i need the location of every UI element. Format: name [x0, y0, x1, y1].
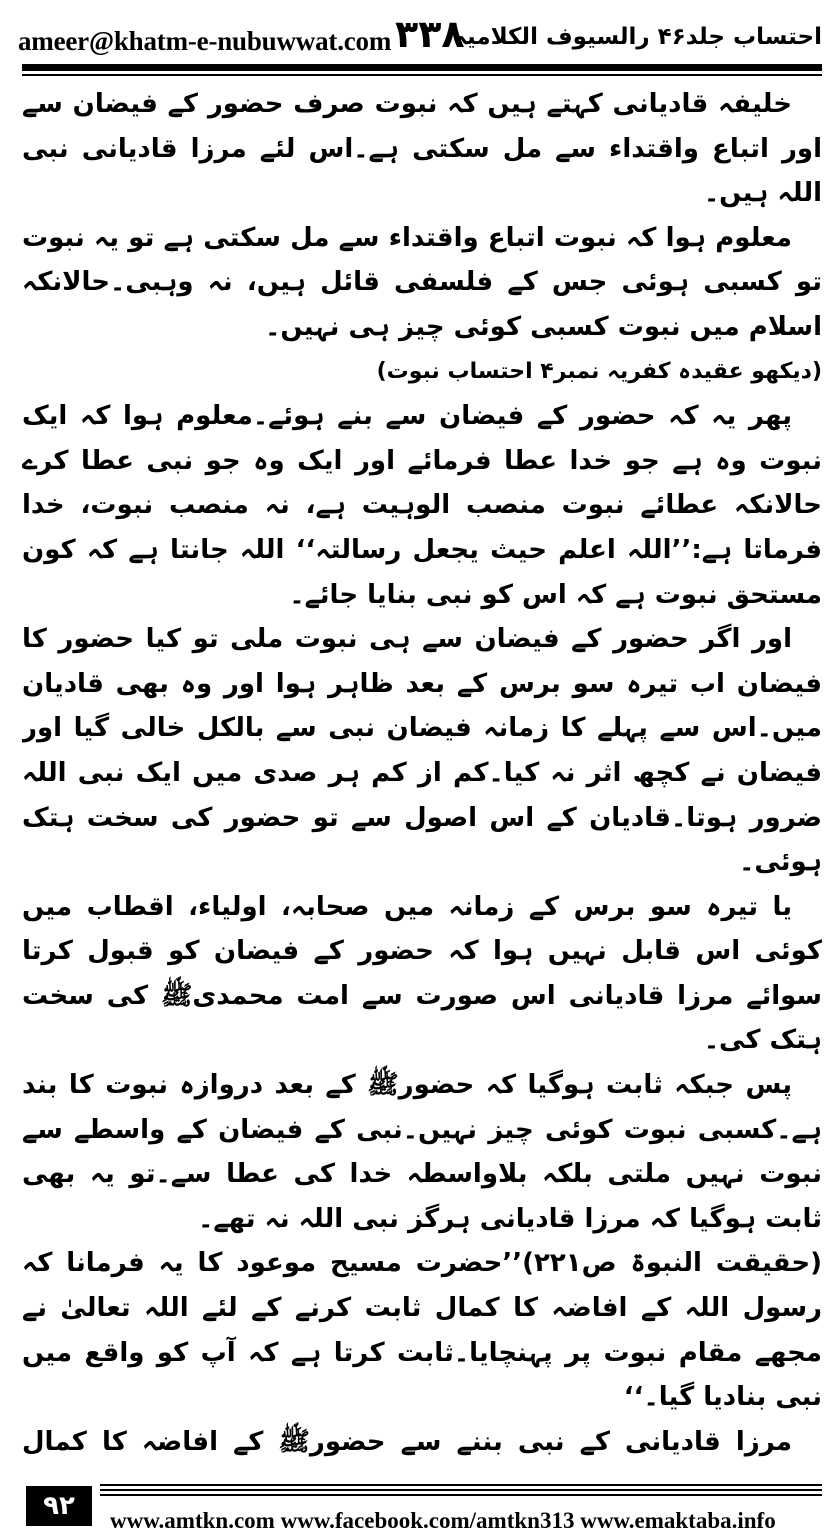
- reference-note: (دیکھو عقیدہ کفریہ نمبر۴ احتساب نبوت): [376, 358, 822, 384]
- paragraph: خلیفہ قادیانی کہتے ہیں کہ نبوت صرف حضور کے فیضان سے اور اتباع واقتداء سے مل سکتی ہے۔اس لئے مرزا قادیانی نبی اللہ ہیں۔: [22, 89, 822, 209]
- footer-page-badge: ۹۲: [26, 1486, 92, 1526]
- paragraph: یا تیرہ سو برس کے زمانہ میں صحابہ، اولیاء، اقطاب میں کوئی اس قابل نہیں ہوا کہ حضور کے فیضان کو قبول کرتا سوائے مرزا قادیانی اس صورت سے امت محمدیﷺ کی سخت ہتک کی۔: [22, 891, 822, 1056]
- page-number: ۳۳۸: [395, 12, 465, 56]
- paragraph: مرزا قادیانی کے نبی بننے سے حضورﷺ کے افاضہ کا کمال: [22, 1426, 792, 1457]
- paragraph: پس جبکہ ثابت ہوگیا کہ حضورﷺ کے بعد دروازہ نبوت کا بند ہے۔کسبی نبوت کوئی چیز نہیں۔نبی کے فیضان کے واسطے سے نبوت نہیں ملتی بلکہ بلاواسطہ خدا کی عطا سے۔تو یہ بھی ثابت ہوگیا کہ مرزا قادیانی ہرگز نبی اللہ نہ تھے۔: [22, 1070, 822, 1234]
- paragraph: اور اگر حضور کے فیضان سے ہی نبوت ملی تو کیا حضور کا فیضان اب تیرہ سو برس کے بعد ظاہر ہوا اور وہ بھی قادیان میں۔اس سے پہلے کا زمانہ فیضان نبی سے بالکل خالی گیا اور فیضان نے کچھ اثر نہ کیا۔کم از کم ہر صدی میں ایک نبی اللہ ضرور ہوتا۔قادیان کے اس اصول سے تو حضور کی سخت ہتک ہوئی۔: [22, 624, 822, 878]
- footer-rule: [100, 1489, 822, 1491]
- footer-website-links: www.amtkn.com www.facebook.com/amtkn313 www.emaktaba.info: [110, 1508, 776, 1533]
- paragraph: معلوم ہوا کہ نبوت اتباع واقتداء سے مل سکتی ہے تو یہ نبوت تو کسبی ہوئی جس کے فلسفی قائل ہیں، نہ وہبی۔حالانکہ اسلام میں نبوت کسبی کوئی چیز ہی نہیں۔: [22, 222, 822, 342]
- footer-rule: [100, 1484, 822, 1486]
- paragraph: پھر یہ کہ حضور کے فیضان سے بنے ہوئے۔معلوم ہوا کہ ایک نبوت وہ ہے جو خدا عطا فرمائے اور ایک وہ جو نبی عطا کرے حالانکہ عطائے نبوت منصب الوہیت ہے، نہ منصب نبوت، خدا فرماتا ہے:’’اللہ اعلم حیث یجعل رسالتہ‘‘ اللہ جانتا ہے کہ کون مستحق نبوت ہے کہ اس کو نبی بنایا جائے۔: [22, 401, 822, 610]
- page-body: [22, 82, 822, 1457]
- page-footer: [0, 1478, 840, 1540]
- page-header: [12, 8, 828, 58]
- header-email: ameer@khatm-e-nubuwwat.com: [18, 26, 392, 56]
- quotation-paragraph: (حقیقت النبوۃ ص۲۲۱)’’حضرت مسیح موعود کا یہ فرمانا کہ رسول اللہ کے افاضہ کا کمال ثابت کرنے کے لئے اللہ تعالیٰ نے مجھے مقام نبوت پر پہنچایا۔ثابت کرتا ہے کہ آپ کو واقع میں نبی بنادیا گیا۔‘‘: [22, 1248, 822, 1413]
- header-rule-thick: [22, 64, 822, 71]
- footer-rule: [100, 1494, 822, 1496]
- footer-rules: [100, 1484, 822, 1499]
- header-rule-thin: [22, 74, 822, 76]
- book-title: احتساب جلد۴۶ رالسیوف الکلامیہ: [453, 24, 822, 50]
